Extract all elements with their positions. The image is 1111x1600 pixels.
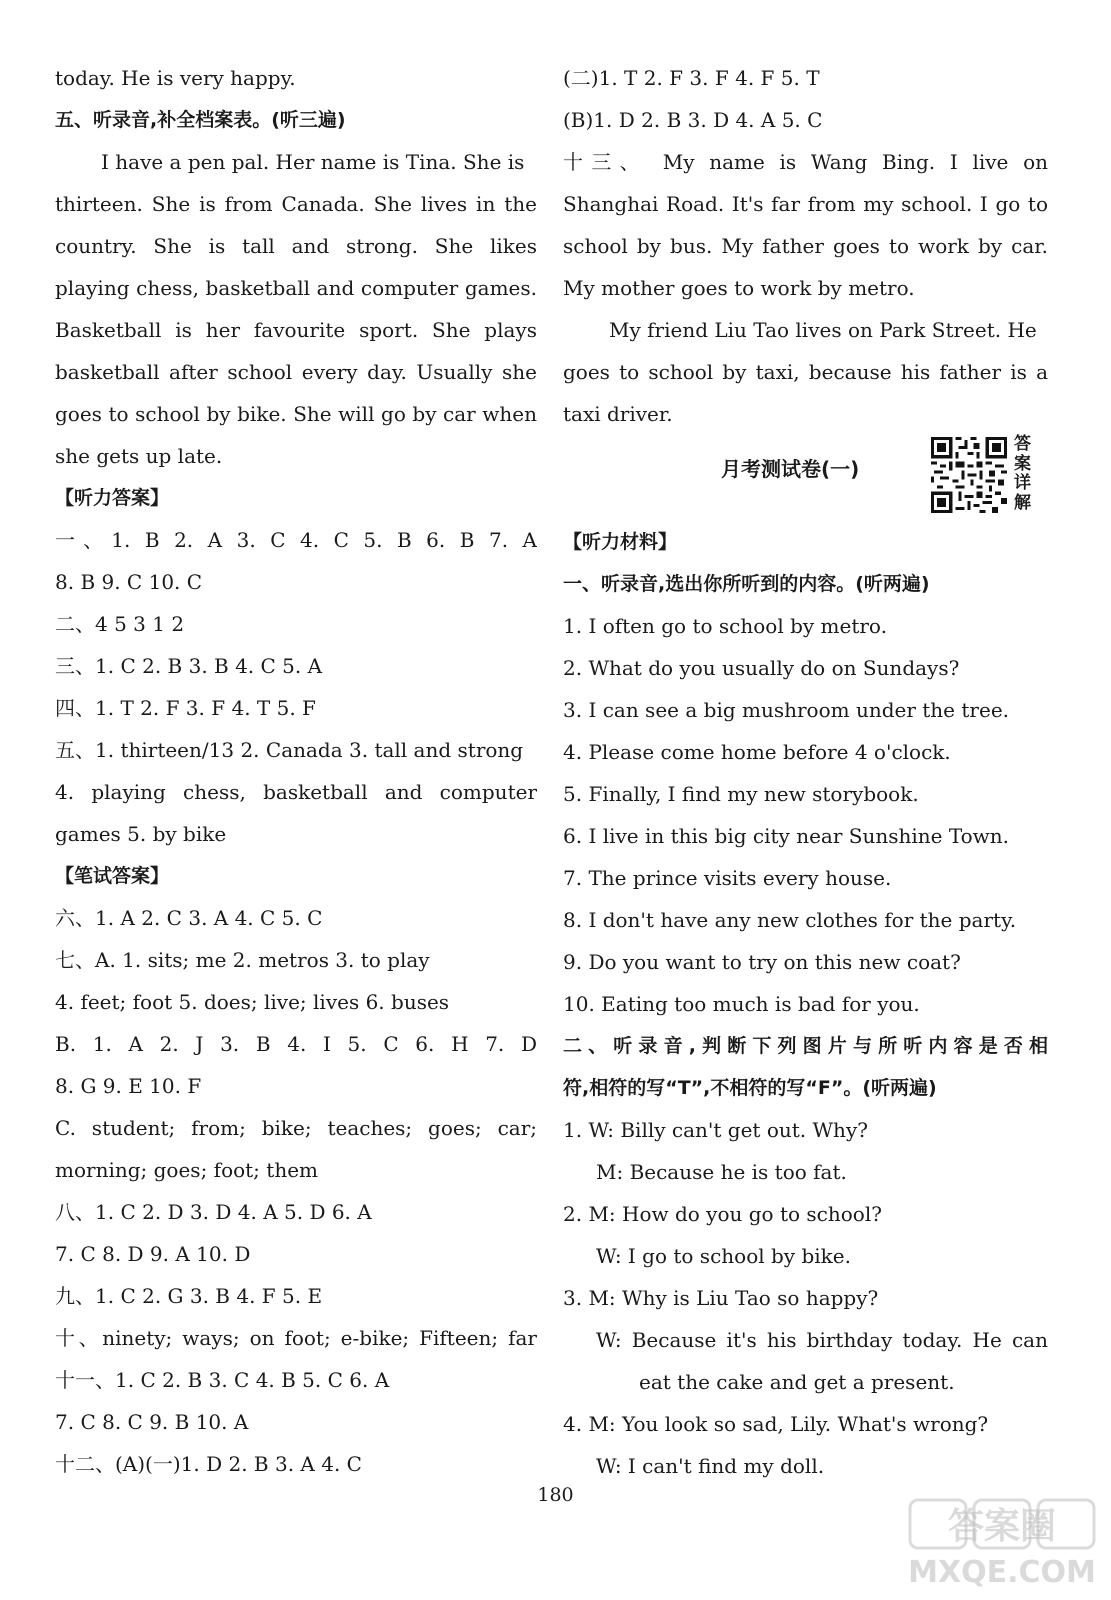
text-line: 十一、1. C 2. B 3. C 4. B 5. C 6. A xyxy=(55,1368,390,1392)
text-line: morning; goes; foot; them xyxy=(55,1158,318,1182)
section-title-row xyxy=(563,435,1048,521)
text-line: 一、1. B 2. A 3. C 4. C 5. B 6. B 7. A xyxy=(55,528,537,552)
text-line: games 5. by bike xyxy=(55,822,227,846)
text-line: goes to school by taxi, because his father is a xyxy=(563,360,1048,384)
qr-label: 答案详解 xyxy=(1014,434,1031,513)
text-line: 五、听录音,补全档案表。(听三遍) xyxy=(55,109,346,131)
text-line: 3. I can see a big mushroom under the tree. xyxy=(563,698,1010,722)
text-line: 8. G 9. E 10. F xyxy=(55,1074,202,1098)
text-line: thirteen. She is from Canada. She lives in the xyxy=(55,192,537,216)
text-line: 8. I don't have any new clothes for the party. xyxy=(563,908,1017,932)
text-line: (二)1. T 2. F 3. F 4. F 5. T xyxy=(563,66,820,90)
text-line: 6. I live in this big city near Sunshine Town. xyxy=(563,824,1010,848)
text-line: Shanghai Road. It's far from my school. I go to xyxy=(563,192,1048,216)
right-column-top xyxy=(563,57,1048,435)
text-line: 十二、(A)(一)1. D 2. B 3. A 4. C xyxy=(55,1452,362,1476)
text-line: 九、1. C 2. G 3. B 4. F 5. E xyxy=(55,1284,323,1308)
svg-text:答案圈: 答案圈 xyxy=(947,1506,1057,1547)
text-line: 二、听录音,判断下列图片与所听内容是否相 xyxy=(563,1035,1048,1057)
text-line: 四、1. T 2. F 3. F 4. T 5. F xyxy=(55,696,316,720)
text-line: country. She is tall and strong. She likes xyxy=(55,234,537,258)
text-line: 八、1. C 2. D 3. D 4. A 5. D 6. A xyxy=(55,1200,372,1224)
text-line: taxi driver. xyxy=(563,402,673,426)
text-line: 十三、 My name is Wang Bing. I live on xyxy=(563,150,1048,174)
text-line: 六、1. A 2. C 3. A 4. C 5. C xyxy=(55,906,323,930)
text-line: basketball after school every day. Usually she xyxy=(55,360,537,384)
text-line: My friend Liu Tao lives on Park Street. He xyxy=(609,318,1037,342)
text-line: I have a pen pal. Her name is Tina. She is xyxy=(101,150,525,174)
text-line: M: Because he is too fat. xyxy=(596,1160,847,1184)
text-line: 7. The prince visits every house. xyxy=(563,866,892,890)
text-line: eat the cake and get a present. xyxy=(639,1370,955,1394)
text-line: 1. I often go to school by metro. xyxy=(563,614,887,638)
text-line: 8. B 9. C 10. C xyxy=(55,570,203,594)
text-line: B. 1. A 2. J 3. B 4. I 5. C 6. H 7. D xyxy=(55,1032,537,1056)
watermark-logo xyxy=(902,1492,1102,1592)
text-line: 2. What do you usually do on Sundays? xyxy=(563,656,960,680)
text-line: 4. Please come home before 4 o'clock. xyxy=(563,740,951,764)
left-column xyxy=(55,57,537,1485)
text-line: 1. W: Billy can't get out. Why? xyxy=(563,1118,868,1142)
text-line: 符,相符的写“T”,不相符的写“F”。(听两遍) xyxy=(563,1077,937,1099)
text-line: 一、听录音,选出你所听到的内容。(听两遍) xyxy=(563,573,930,595)
right-column-bottom xyxy=(563,521,1048,1487)
text-line: My mother goes to work by metro. xyxy=(563,276,915,300)
text-line: she gets up late. xyxy=(55,444,223,468)
text-line: 10. Eating too much is bad for you. xyxy=(563,992,920,1016)
text-line: W: Because it's his birthday today. He can xyxy=(596,1328,1048,1352)
text-line: 7. C 8. C 9. B 10. A xyxy=(55,1410,249,1434)
page-number: 180 xyxy=(537,1484,574,1506)
text-line: C. student; from; bike; teaches; goes; car; xyxy=(55,1116,537,1140)
text-line: 4. feet; foot 5. does; live; lives 6. buses xyxy=(55,990,450,1014)
text-line: 五、1. thirteen/13 2. Canada 3. tall and strong xyxy=(55,738,524,762)
text-line: W: I go to school by bike. xyxy=(596,1244,851,1268)
text-line: (B)1. D 2. B 3. D 4. A 5. C xyxy=(563,108,823,132)
text-line: 三、1. C 2. B 3. B 4. C 5. A xyxy=(55,654,323,678)
svg-text:MXQE.COM: MXQE.COM xyxy=(908,1555,1096,1590)
right-column xyxy=(563,57,1048,1487)
text-line: 【听力答案】 xyxy=(55,487,170,509)
text-line: goes to school by bike. She will go by car when xyxy=(55,402,537,426)
qr-code-icon[interactable] xyxy=(931,437,1007,513)
text-line: 【听力材料】 xyxy=(563,531,678,553)
text-line: 十、ninety; ways; on foot; e-bike; Fifteen; far xyxy=(55,1326,537,1350)
text-line: W: I can't find my doll. xyxy=(596,1454,825,1478)
text-line: Basketball is her favourite sport. She plays xyxy=(55,318,537,342)
text-line: 【笔试答案】 xyxy=(55,865,170,887)
text-line: 5. Finally, I find my new storybook. xyxy=(563,782,919,806)
text-line: 2. M: How do you go to school? xyxy=(563,1202,882,1226)
text-line: 4. playing chess, basketball and computer xyxy=(55,780,537,804)
text-line: 9. Do you want to try on this new coat? xyxy=(563,950,961,974)
text-line: 3. M: Why is Liu Tao so happy? xyxy=(563,1286,879,1310)
text-line: 4. M: You look so sad, Lily. What's wrong? xyxy=(563,1412,989,1436)
text-line: 二、4 5 3 1 2 xyxy=(55,612,185,636)
text-line: 七、A. 1. sits; me 2. metros 3. to play xyxy=(55,948,430,972)
section-title: 月考测试卷(一) xyxy=(721,457,860,481)
text-line: playing chess, basketball and computer games. xyxy=(55,276,537,300)
text-line: 7. C 8. D 9. A 10. D xyxy=(55,1242,251,1266)
text-line: today. He is very happy. xyxy=(55,66,296,90)
text-line: school by bus. My father goes to work by car. xyxy=(563,234,1048,258)
